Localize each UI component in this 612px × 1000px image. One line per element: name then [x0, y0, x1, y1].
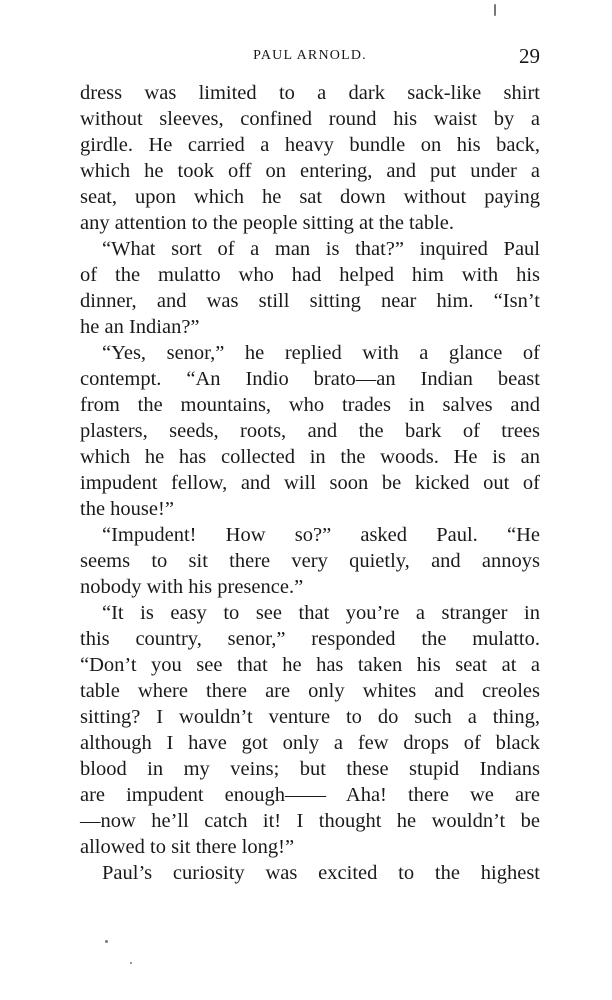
text-line: “It is easy to see that you’re a stranger in — [102, 602, 540, 624]
text-line: are impudent enough—— Aha! there we are — [80, 784, 540, 806]
text-line: “Impudent! How so?” asked Paul. “He — [102, 524, 540, 546]
text-line: allowed to sit there long!” — [80, 836, 295, 858]
text-line: seems to sit there very quietly, and annoys — [80, 550, 540, 572]
text-line: impudent fellow, and will soon be kicked out of — [80, 472, 540, 494]
text-line: from the mountains, who trades in salves and — [80, 394, 540, 416]
paper-speck — [105, 940, 108, 943]
text-line: table where there are only whites and creoles — [80, 680, 540, 702]
text-line: “What sort of a man is that?” inquired Paul — [102, 238, 540, 260]
paper-speck — [130, 962, 132, 964]
text-line: “Don’t you see that he has taken his seat at a — [80, 654, 540, 676]
body-text — [80, 80, 540, 886]
text-line: without sleeves, confined round his waist by a — [80, 108, 540, 130]
text-line: Paul’s curiosity was excited to the highest — [102, 862, 540, 884]
page-number: 29 — [519, 44, 540, 68]
running-title: PAUL ARNOLD. — [253, 48, 367, 63]
text-line: dinner, and was still sitting near him. “Isn’t — [80, 290, 540, 312]
text-line: girdle. He carried a heavy bundle on his back, — [80, 134, 540, 156]
text-line: of the mulatto who had helped him with his — [80, 264, 540, 286]
text-line: blood in my veins; but these stupid Indians — [80, 758, 540, 780]
text-line: contempt. “An Indio brato—an Indian beast — [80, 368, 540, 390]
text-line: “Yes, senor,” he replied with a glance of — [102, 342, 540, 364]
text-line: which he took off on entering, and put under a — [80, 160, 540, 182]
page-header — [80, 44, 540, 74]
text-line: this country, senor,” responded the mulatto. — [80, 628, 540, 650]
text-line: sitting? I wouldn’t venture to do such a thing, — [80, 706, 540, 728]
text-line: —now he’ll catch it! I thought he wouldn’t be — [80, 810, 540, 832]
text-line: any attention to the people sitting at the table. — [80, 212, 455, 234]
text-line: which he has collected in the woods. He is an — [80, 446, 540, 468]
text-line: the house!” — [80, 498, 174, 520]
text-line: seat, upon which he sat down without paying — [80, 186, 540, 208]
text-line: nobody with his presence.” — [80, 576, 304, 598]
paper-speck — [494, 4, 496, 16]
text-line: plasters, seeds, roots, and the bark of trees — [80, 420, 540, 442]
text-line: although I have got only a few drops of black — [80, 732, 540, 754]
text-line: he an Indian?” — [80, 316, 200, 338]
text-line: dress was limited to a dark sack-like shirt — [80, 82, 540, 104]
